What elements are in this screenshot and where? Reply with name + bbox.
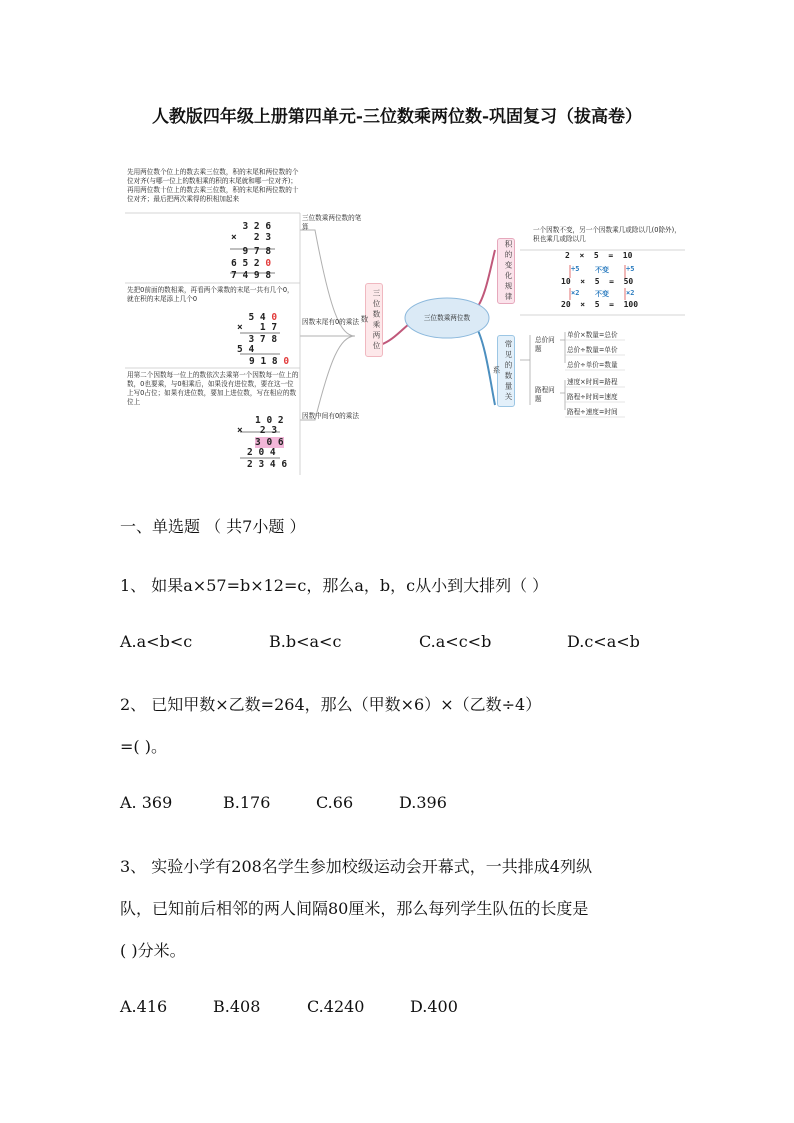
question-1-text: 1、 如果a×57=b×12=c，那么a，b，c从小到大排列（ ） — [120, 576, 549, 595]
section-heading: 一、单选题 （ 共7小题 ） — [120, 517, 306, 536]
distance-group-label: 路程问题 — [535, 386, 555, 403]
branch2-calc-line4: 5 4 — [237, 344, 255, 355]
question-3-text-line3: ( )分米。 — [120, 941, 186, 960]
branch1-calc-line1: 3 2 6 — [231, 221, 272, 232]
branch1-calc-line5: 7 4 9 8 — [231, 270, 272, 281]
branch3-calc-line3: 3 0 6 — [255, 437, 284, 448]
distance-item3: 路程÷速度=时间 — [567, 408, 618, 416]
product-rule-op1: ÷5 — [571, 265, 580, 273]
branch1-calc-line4: 6 5 2 — [231, 258, 266, 269]
price-item2: 总价÷数量=单价 — [567, 346, 618, 354]
branch2-description: 先把0前面的数相乘，再看两个乘数的末尾一共有几个0，就在积的末尾添上几个0 — [127, 286, 294, 303]
question-2-text-line2: =( )。 — [120, 737, 167, 756]
branch1-description: 先用两位数个位上的数去乘三位数，积的末尾和两位数的个位对齐(与哪一位上的数相乘的积的末尾就和哪一位对齐)；再用两位数十位上的数去乘三位数，积的末尾和两位数的十位对齐；最后把两次乘得的积相加起来 — [127, 168, 299, 203]
branch1-calc-line2: × 2 3 — [231, 232, 272, 243]
price-item1: 单价×数量=总价 — [567, 331, 618, 339]
product-rule-op2: 不变 — [595, 266, 609, 274]
question-1-option-a[interactable]: A.a<b<c — [120, 632, 193, 651]
question-2-text-line1: 2、 已知甲数×乙数=264，那么（甲数×6）×（乙数÷4） — [120, 695, 542, 714]
question-2-option-c[interactable]: C.66 — [316, 793, 354, 812]
branch3-calc-line4: 2 0 4 — [247, 447, 276, 458]
product-rule-op5: 不变 — [595, 290, 609, 298]
product-rule-op6: ×2 — [626, 289, 635, 297]
product-rule-row1: 2 × 5 = 10 — [565, 251, 633, 260]
question-3-option-c[interactable]: C.4240 — [307, 997, 365, 1016]
branch2-calc-line5: 9 1 8 — [249, 356, 278, 367]
branch3-label: 因数中间有0的乘法 — [302, 412, 359, 420]
product-rule-op4: ×2 — [571, 289, 580, 297]
question-3-option-d[interactable]: D.400 — [410, 997, 458, 1016]
branch2-calc-line3: 3 7 8 — [237, 334, 278, 345]
relations-label: 常见的数量关系 — [497, 335, 515, 407]
product-rule-row2: 10 × 5 = 50 — [561, 277, 634, 286]
question-3-text-line2: 队，已知前后相邻的两人间隔80厘米，那么每列学生队伍的长度是 — [120, 899, 589, 918]
question-2-option-a[interactable]: A. 369 — [120, 793, 173, 812]
question-1-option-b[interactable]: B.b<a<c — [269, 632, 342, 651]
branch2-calc-red-zero-2: 0 — [283, 356, 290, 367]
branch2-calc-line1: 5 4 — [237, 312, 266, 323]
branch1-label: 三位数乘两位数的笔算 — [302, 214, 362, 231]
product-rule-desc: 一个因数不变，另一个因数乘几或除以几(0除外)，积也乘几或除以几 — [533, 226, 681, 243]
branch3-calc-line5: 2 3 4 6 — [247, 459, 288, 470]
mind-map — [125, 150, 685, 480]
distance-item1: 速度×时间=路程 — [567, 378, 618, 386]
left-vertical-label: 三位数乘两位数 — [365, 283, 383, 357]
product-rule-row3: 20 × 5 = 100 — [561, 300, 639, 309]
product-rule-label: 积的变化规律 — [497, 238, 515, 304]
price-item3: 总价÷单价=数量 — [567, 361, 618, 369]
question-2-option-b[interactable]: B.176 — [223, 793, 271, 812]
question-3-option-b[interactable]: B.408 — [213, 997, 261, 1016]
branch1-calc-red-zero: 0 — [265, 258, 272, 269]
question-3-option-a[interactable]: A.416 — [120, 997, 168, 1016]
branch2-calc-red-zero-1: 0 — [271, 312, 278, 323]
product-rule-op3: ÷5 — [626, 265, 635, 273]
question-3-text-line1: 3、 实验小学有208名学生参加校级运动会开幕式，一共排成4列纵 — [120, 857, 592, 876]
branch3-calc-line1: 1 0 2 — [255, 415, 284, 426]
page-title: 人教版四年级上册第四单元-三位数乘两位数-巩固复习（拔高卷） — [151, 107, 643, 127]
branch1-calc-line3: 9 7 8 — [231, 246, 272, 257]
branch3-description: 用第二个因数每一位上的数依次去乘第一个因数每一位上的数，0也要乘，与0相乘后，如果没有进位数，要在这一位上写0占位；如果有进位数，要加上进位数，写在相应的数位上 — [127, 371, 299, 406]
distance-item2: 路程÷时间=速度 — [567, 393, 618, 401]
price-group-label: 总价问题 — [535, 336, 555, 353]
branch2-calc-line2: × 1 7 — [237, 322, 278, 333]
question-1-option-c[interactable]: C.a<c<b — [419, 632, 492, 651]
question-2-option-d[interactable]: D.396 — [399, 793, 447, 812]
center-label: 三位数乘两位数 — [423, 314, 471, 322]
question-1-option-d[interactable]: D.c<a<b — [567, 632, 640, 651]
branch2-label: 因数末尾有0的乘法 — [302, 318, 359, 326]
branch3-calc-line2: × 2 3 — [237, 425, 278, 436]
